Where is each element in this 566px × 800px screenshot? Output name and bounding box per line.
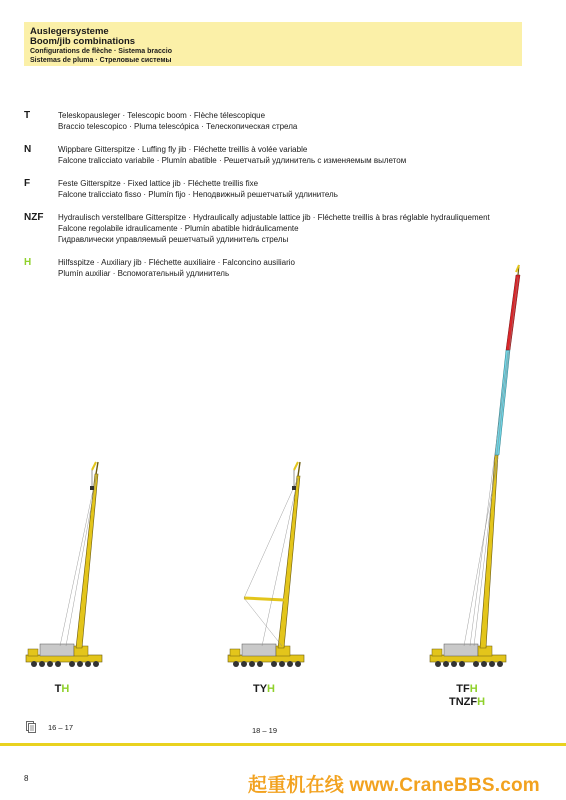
legend-desc: Teleskopausleger · Telescopic boom · Flèche télescopique (58, 111, 266, 120)
legend-desc: Hydraulisch verstellbare Gitterspitze · Hydraulically adjustable lattice jib · Fléchette treillis à bras réglable hydrauliquement (58, 213, 490, 222)
legend-desc: Feste Gitterspitze · Fixed lattice jib · Fléchette treillis fixe (58, 179, 259, 188)
header-title-fr-it: Configurations de flèche · Sistema braccio (30, 48, 172, 55)
crane-label-t-h (52, 683, 72, 695)
crane-carrier (26, 644, 102, 667)
legend-desc: Falcone tralicciato fisso · Plumín fijo · Неподвижный решетчатый удлинитель (58, 190, 338, 199)
header-title-es-ru: Sistemas de pluma · Стреловые системы (30, 57, 172, 64)
header-title-en: Boom/jib combinations (30, 36, 136, 47)
legend-desc: Wippbare Gitterspitze · Luffing fly jib · Fléchette treillis à volée variable (58, 145, 308, 154)
y-guying-strut (244, 598, 284, 600)
legend-desc: Falcone tralicciato variabile · Plumín abatible · Решетчатый удлинитель с изменяемым вылетом (58, 156, 407, 165)
crane-label-suffix: H (267, 683, 275, 695)
crane-label-main: TF (456, 683, 470, 695)
page-number: 8 (24, 774, 29, 783)
legend-code: NZF (24, 212, 44, 223)
legend-code: T (24, 110, 31, 121)
legend-desc: Braccio telescopico · Pluma telescópica · Телескопическая стрела (58, 122, 298, 131)
telescopic-boom (76, 474, 98, 648)
watermark: 起重机在线 www.CraneBBS.com (248, 775, 540, 796)
footer-rule (0, 743, 566, 746)
legend-code: H (24, 257, 32, 268)
crane-carrier (430, 644, 506, 667)
crane-carrier (228, 644, 304, 667)
legend-code: F (24, 178, 31, 189)
crane-label-main: T (54, 683, 62, 695)
crane-label-suffix: H (61, 683, 70, 695)
crane-label-suffix: H (477, 696, 486, 708)
crane-label-tf-h (452, 683, 482, 695)
luffing-fly-jib (506, 275, 520, 350)
book-icon (26, 721, 36, 733)
legend-code: N (24, 144, 32, 155)
page-ref-16-17: 16 – 17 (48, 723, 74, 732)
crane-t-h-illustration (26, 462, 102, 667)
crane-label-main: TY (252, 683, 268, 695)
crane-tf-h-illustration (430, 265, 520, 667)
crane-label-suffix: H (469, 683, 478, 695)
page-ref-18-19: 18 – 19 (252, 726, 278, 735)
legend-desc: Hilfsspitze · Auxiliary jib · Fléchette auxiliaire · Falconcino ausiliario (58, 258, 295, 267)
telescopic-boom (480, 455, 498, 648)
legend-desc: Falcone regolabile idraulicamente · Plumín abatible hidráulicamente (58, 224, 299, 233)
crane-label-tnzf-h (442, 696, 492, 708)
telescopic-boom (278, 476, 300, 648)
legend-desc: Plumín auxiliar · Вспомогательный удлинитель (58, 269, 230, 278)
fixed-lattice-jib (495, 350, 510, 455)
crane-label-ty-h (249, 683, 279, 695)
crane-ty-h-illustration (228, 462, 304, 667)
legend-desc: Гидравлически управляемый решетчатый удлинитель стрелы (58, 235, 289, 244)
header-title-de: Auslegersysteme (30, 26, 109, 37)
crane-label-main: TNZF (448, 696, 478, 708)
